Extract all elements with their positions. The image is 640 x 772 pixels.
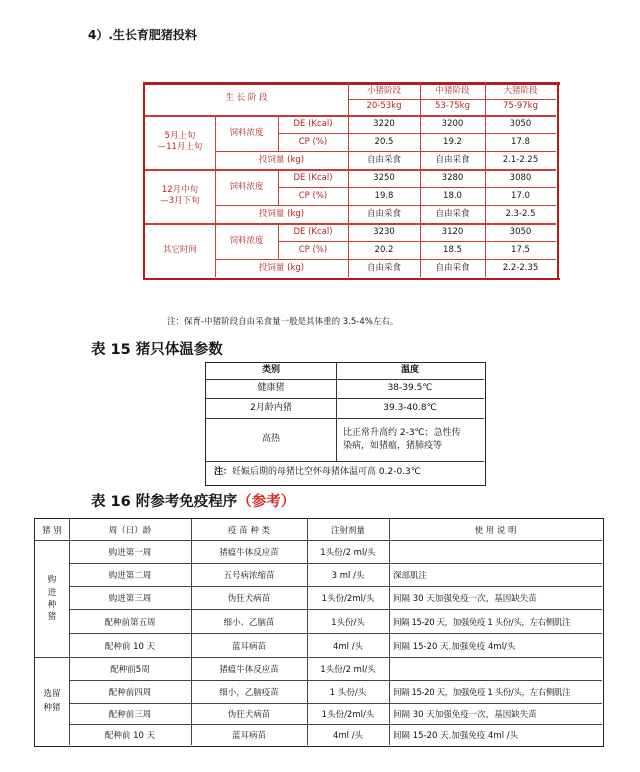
header-temperature: 温度	[400, 365, 419, 376]
amount-value: 自由采食	[366, 154, 401, 165]
age-cell: 购进第一周	[108, 548, 152, 558]
header-dose: 注射剂量	[330, 525, 365, 536]
category-cell: 2月龄内猪	[250, 402, 292, 413]
cp-value: 20.5	[374, 136, 394, 147]
table15-title: 表 15 猪只体温参数	[91, 342, 223, 358]
period-label: 其它时间	[162, 244, 197, 255]
amount-value: 自由采食	[435, 208, 470, 219]
table16-title: 表 16 附参考免疫程序（参考）	[91, 494, 296, 510]
cp-value: 17.5	[511, 244, 530, 255]
section-title: 4）.生长育肥猪投料	[88, 28, 197, 42]
cp-value: 18.0	[443, 190, 462, 201]
instruction-cell: 深部肌注	[393, 571, 428, 581]
amount-value: 自由采食	[366, 208, 401, 219]
vaccine-cell: 蓝耳病苗	[231, 731, 266, 741]
dose-cell: 1头份/2 ml/头	[320, 548, 376, 558]
cp-value: 17.8	[511, 136, 530, 147]
instruction-cell: 间隔 15-20 天.加强免疫 4ml /头	[393, 731, 519, 741]
dose-cell: 4ml /头	[332, 731, 364, 741]
vaccine-cell: 猪瘟牛体反应苗	[219, 665, 279, 675]
cp-value: 18.5	[443, 244, 462, 255]
feed-amount-label: 投饲量 (kg)	[258, 154, 305, 165]
age-cell: 配种前 10 天	[104, 731, 156, 741]
vaccine-cell: 蓝耳病苗	[231, 641, 266, 652]
de-value: 3050	[509, 118, 532, 129]
instruction-cell	[393, 541, 602, 563]
cp-value: 17.0	[511, 190, 530, 201]
temperature-cell: 38-39.5℃	[387, 383, 433, 394]
stage-range: 75-97kg	[502, 101, 539, 112]
feed-amount-label: 投饲量 (kg)	[258, 262, 305, 273]
group-label: 购 进 种 猪	[47, 575, 57, 623]
concentration-label: 饲料浓度	[229, 235, 264, 246]
dose-cell: 4ml /头	[332, 641, 364, 652]
vaccine-cell: 五号病浓缩苗	[223, 571, 275, 581]
instruction-cell: 间隔 15-20 天.加强免疫 4ml/头	[393, 641, 516, 652]
dose-cell: 1 头份/头	[329, 688, 367, 698]
de-value: 3080	[509, 172, 532, 183]
immunization-table	[34, 518, 604, 747]
vaccine-cell: 细小、乙脑苗	[223, 617, 275, 628]
de-value: 3200	[441, 118, 464, 129]
dose-cell: 1头份/2 ml/头	[320, 665, 376, 675]
vaccine-cell: 伪狂犬病苗	[227, 594, 271, 604]
header-category: 类别	[261, 365, 280, 376]
de-value: 3050	[509, 226, 532, 237]
de-label: DE (Kcal)	[293, 172, 333, 183]
instruction-cell: 间隔 15-20 天，加强免疫 1 头份/头，左右侧肌注	[393, 688, 571, 698]
header-vaccine: 疫 苗 种 类	[227, 525, 271, 536]
temperature-cell: 比正常升高约 2-3℃；急性传 染病，如猪瘟，猪肺疫等	[343, 427, 461, 451]
cp-value: 19.8	[374, 190, 394, 201]
vaccine-cell: 猪瘟牛体反应苗	[219, 548, 279, 558]
feed-note: 注：保育-中猪阶段自由采食量一般是其体重的 3.5-4%左右。	[167, 317, 399, 327]
dose-cell: 1头份/2ml/头	[321, 594, 375, 604]
age-cell: 购进第二周	[108, 571, 152, 581]
stage-range: 20-53kg	[366, 101, 402, 112]
concentration-label: 饲料浓度	[229, 127, 264, 138]
header-age: 周（日）龄	[108, 525, 152, 536]
stage-range: 53-75kg	[434, 101, 471, 112]
age-cell: 配种前5周	[110, 665, 150, 675]
de-value: 3280	[441, 172, 464, 183]
cp-label: CP (%)	[298, 190, 328, 201]
stage-name: 大猪阶段	[503, 86, 538, 97]
dose-cell: 3 ml /头	[331, 571, 365, 581]
instruction-cell: 间隔 30 天加强免疫一次，基因缺失苗	[393, 594, 537, 604]
amount-value: 自由采食	[435, 154, 470, 165]
temperature-cell: 39.3-40.8℃	[383, 402, 437, 413]
amount-value: 2.2-2.35	[502, 262, 539, 273]
cp-value: 20.2	[374, 244, 394, 255]
vaccine-cell: 细小，乙脑疫苗	[219, 688, 279, 698]
dose-cell: 1头份/头	[331, 617, 365, 628]
vaccine-cell: 伪狂犬病苗	[227, 710, 271, 720]
de-value: 3250	[373, 172, 395, 183]
instruction-cell: 间隔 30 天加强免疫一次，基因缺失苗	[393, 710, 537, 720]
de-value: 3220	[373, 118, 395, 129]
header-pig-type: 猪 别	[42, 525, 62, 536]
stage-name: 小猪阶段	[366, 86, 401, 97]
category-cell: 健康猪	[257, 383, 285, 394]
amount-value: 2.1-2.25	[502, 154, 539, 165]
dose-cell: 1头份/2ml/头	[321, 710, 375, 720]
category-cell: 高热	[261, 434, 280, 445]
age-cell: 配种前 10 天	[104, 641, 156, 652]
amount-value: 自由采食	[435, 262, 470, 273]
instruction-cell	[393, 658, 602, 680]
feed-amount-label: 投饲量 (kg)	[258, 208, 305, 219]
stage-name: 中猪阶段	[435, 86, 470, 97]
stage-header-label: 生 长 阶 段	[225, 93, 268, 104]
cp-label: CP (%)	[298, 244, 328, 255]
de-value: 3230	[373, 226, 395, 237]
header-instructions: 使 用 说 明	[474, 525, 517, 536]
amount-value: 自由采食	[366, 262, 401, 273]
amount-value: 2.3-2.5	[505, 208, 536, 219]
feed-table	[143, 82, 559, 280]
concentration-label: 饲料浓度	[229, 181, 264, 192]
instruction-cell: 间隔 15-20 天，加强免疫 1 头份/头，左右侧肌注	[393, 617, 571, 628]
period-label: 12月中旬 —3月下旬	[160, 185, 200, 206]
age-cell: 购进第三周	[108, 594, 152, 604]
age-cell: 配种前三周	[108, 710, 152, 720]
age-cell: 配种前第五周	[104, 617, 156, 628]
cp-label: CP (%)	[298, 136, 328, 147]
temperature-table	[205, 362, 486, 486]
de-value: 3120	[441, 226, 464, 237]
cp-value: 19.2	[443, 136, 462, 147]
group-label: 选留 种猪	[43, 689, 61, 713]
period-label: 5月上旬 —11月上旬	[157, 131, 203, 152]
age-cell: 配种前四周	[108, 688, 152, 698]
de-label: DE (Kcal)	[293, 226, 333, 237]
temperature-note: 注： 妊娠后期的母猪比空怀母猪体温可高 0.2-0.3℃	[214, 467, 421, 478]
de-label: DE (Kcal)	[293, 118, 333, 129]
